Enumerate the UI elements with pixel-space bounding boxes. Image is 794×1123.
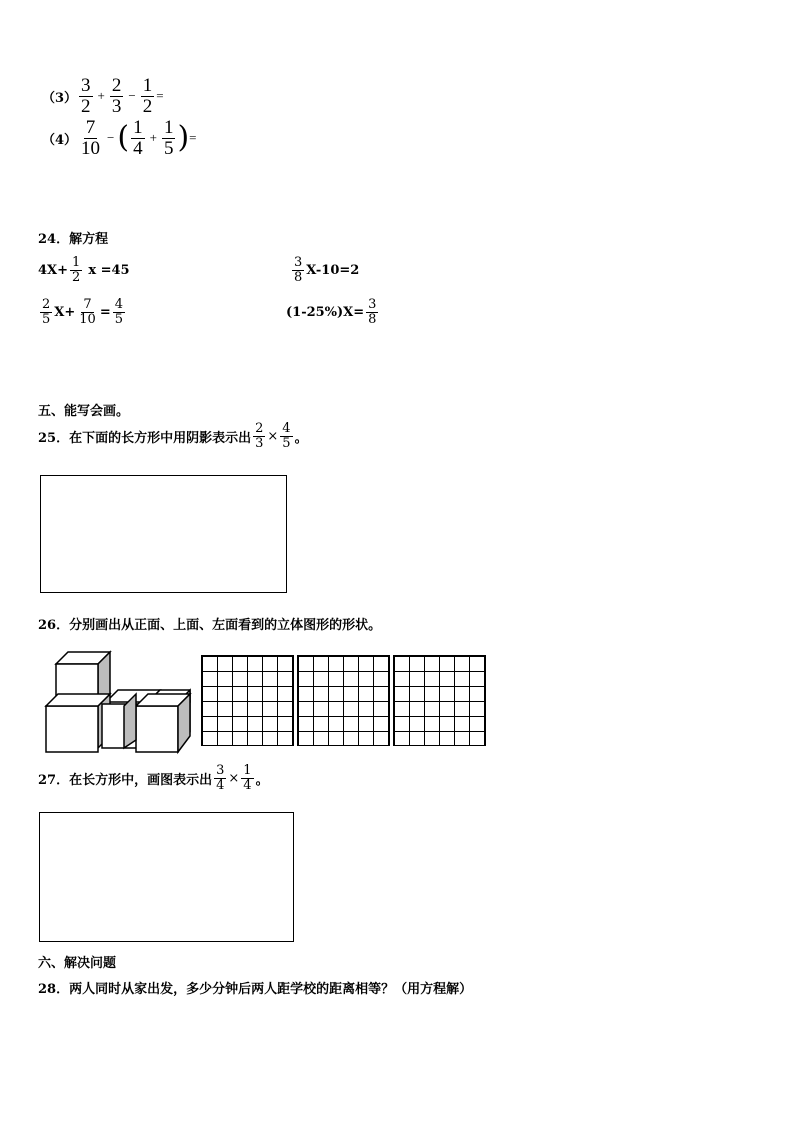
operator: − xyxy=(128,88,136,104)
calc-item-4 xyxy=(42,118,197,159)
right-paren: ) xyxy=(177,120,190,156)
question-28: 28．两人同时从家出发，多少分钟后两人距学校的距离相等？（用方程解） xyxy=(38,982,473,997)
equals-sign: = xyxy=(189,130,197,146)
denominator: 5 xyxy=(282,435,291,451)
fraction xyxy=(131,118,145,159)
equation-3 xyxy=(38,298,127,326)
item-label: （3） xyxy=(42,90,78,106)
numerator: 1 xyxy=(133,117,143,138)
operator: + xyxy=(149,130,157,146)
denominator: 2 xyxy=(142,95,153,117)
operator: + xyxy=(97,88,105,104)
question-text: 。 xyxy=(294,430,308,446)
fraction xyxy=(79,118,102,159)
left-paren: ( xyxy=(117,120,130,156)
cube-stack-figure xyxy=(40,646,196,758)
question-26: 26．分别画出从正面、上面、左面看到的立体图形的形状。 xyxy=(38,618,382,633)
fraction xyxy=(113,298,125,326)
equation-text: (1-25%)X= xyxy=(286,304,365,320)
equation-text: 4X+ xyxy=(38,262,69,278)
denominator: 5 xyxy=(42,311,51,327)
numerator: 1 xyxy=(142,75,153,96)
denominator: 10 xyxy=(79,311,96,327)
fraction xyxy=(40,298,52,326)
numerator: 4 xyxy=(282,421,291,436)
numerator: 3 xyxy=(216,763,225,778)
question-text: 。 xyxy=(255,772,269,788)
fraction xyxy=(253,422,265,450)
equation-text: X+ xyxy=(54,304,76,320)
fraction xyxy=(366,298,378,326)
fraction xyxy=(241,764,253,792)
denominator: 2 xyxy=(72,269,81,285)
denominator: 4 xyxy=(243,777,252,793)
item-label: （4） xyxy=(42,132,78,148)
numerator: 1 xyxy=(72,255,81,270)
numerator: 7 xyxy=(83,297,92,312)
calc-item-3 xyxy=(42,76,164,117)
numerator: 3 xyxy=(294,255,303,270)
fraction xyxy=(110,76,124,117)
fraction xyxy=(141,76,155,117)
equation-2 xyxy=(290,256,359,284)
question-24-title: 24．解方程 xyxy=(38,232,109,247)
equation-text: x =45 xyxy=(88,262,130,278)
denominator: 4 xyxy=(133,137,143,159)
question-27 xyxy=(38,764,269,792)
denominator: 5 xyxy=(163,137,174,159)
fraction xyxy=(77,298,98,326)
equation-4 xyxy=(286,298,380,326)
numerator: 7 xyxy=(85,117,96,138)
question-text: 27．在长方形中，画图表示出 xyxy=(38,772,213,788)
times-sign: × xyxy=(267,428,279,444)
fraction xyxy=(79,76,93,117)
numerator: 3 xyxy=(368,297,377,312)
denominator: 8 xyxy=(294,269,303,285)
drawing-rectangle-27[interactable] xyxy=(39,812,294,942)
denominator: 4 xyxy=(216,777,225,793)
numerator: 1 xyxy=(163,117,174,138)
grid-left-view[interactable] xyxy=(393,655,486,746)
equation-text: X-10=2 xyxy=(306,262,360,278)
denominator: 10 xyxy=(81,137,101,159)
numerator: 2 xyxy=(42,297,51,312)
section-6-title: 六、解决问题 xyxy=(38,956,117,971)
equation-1 xyxy=(38,256,130,284)
fraction xyxy=(162,118,176,159)
times-sign: × xyxy=(228,770,240,786)
numerator: 1 xyxy=(243,763,252,778)
numerator: 3 xyxy=(81,75,91,96)
denominator: 5 xyxy=(114,311,123,327)
grid-front-view[interactable] xyxy=(201,655,294,746)
denominator: 3 xyxy=(111,95,122,117)
numerator: 2 xyxy=(111,75,122,96)
fraction xyxy=(214,764,226,792)
numerator: 4 xyxy=(114,297,123,312)
numerator: 2 xyxy=(255,421,264,436)
question-text: 25．在下面的长方形中用阴影表示出 xyxy=(38,430,252,446)
fraction xyxy=(292,256,304,284)
equals-sign: = xyxy=(99,304,111,320)
fraction xyxy=(280,422,292,450)
fraction xyxy=(70,256,82,284)
operator: − xyxy=(107,130,115,146)
denominator: 8 xyxy=(368,311,377,327)
grid-top-view[interactable] xyxy=(297,655,390,746)
question-25 xyxy=(38,422,308,450)
section-5-title: 五、能写会画。 xyxy=(38,404,130,419)
denominator: 2 xyxy=(81,95,91,117)
denominator: 3 xyxy=(255,435,264,451)
drawing-rectangle-25[interactable] xyxy=(40,475,287,593)
equals-sign: = xyxy=(156,88,164,104)
